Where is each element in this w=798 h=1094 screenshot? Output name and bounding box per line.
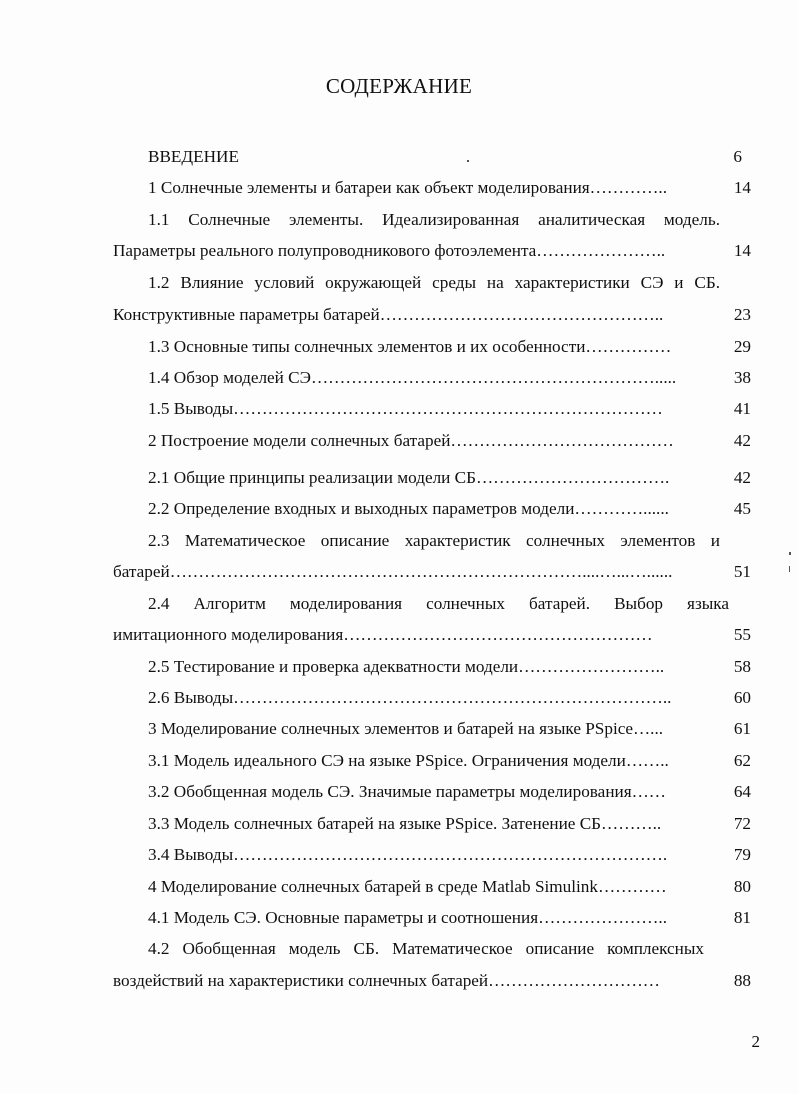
toc-page-number: 80 xyxy=(733,877,751,896)
toc-page-number: 81 xyxy=(733,908,751,927)
toc-entry: 1.3 Основные типы солнечных элементов и их особенности…………… xyxy=(148,337,672,356)
toc-entry: 2.5 Тестирование и проверка адекватности модели…………………….. xyxy=(148,657,665,676)
toc-page-number: 14 xyxy=(733,241,751,260)
scan-speck xyxy=(789,552,791,555)
toc-page-number: 14 xyxy=(733,178,751,197)
toc-page-number: 72 xyxy=(733,814,751,833)
scan-speck xyxy=(467,160,469,162)
toc-entry-continuation: имитационного моделирования……………………………………………… xyxy=(113,625,653,644)
toc-page-number: 42 xyxy=(733,468,751,487)
toc-entry-introduction: ВВЕДЕНИЕ xyxy=(148,147,239,166)
toc-entry: 4.1 Модель СЭ. Основные параметры и соотношения………………….. xyxy=(148,908,668,927)
page-title: СОДЕРЖАНИЕ xyxy=(325,74,473,98)
toc-page-number: 61 xyxy=(733,719,751,738)
toc-entry: 3.2 Обобщенная модель СЭ. Значимые параметры моделирования…… xyxy=(148,782,666,801)
toc-page-number: 38 xyxy=(733,368,751,387)
toc-page-number: 64 xyxy=(733,782,751,801)
toc-entry: 2.1 Общие принципы реализации модели СБ……………………………. xyxy=(148,468,670,487)
toc-page-number: 51 xyxy=(733,562,751,581)
toc-page-number: 55 xyxy=(733,625,751,644)
toc-entry-continuation: воздействий на характеристики солнечных батарей………………………… xyxy=(113,971,660,990)
toc-entry: 4.2 Обобщенная модель СБ. Математическое описание комплексных xyxy=(148,939,704,958)
toc-page-number: 41 xyxy=(733,399,751,418)
toc-entry: 2.3 Математическое описание характеристик солнечных элементов и xyxy=(148,531,720,550)
toc-entry-continuation: Конструктивные параметры батарей………………………………………….. xyxy=(113,305,664,324)
toc-page-number: 23 xyxy=(733,305,751,324)
toc-page-number: 88 xyxy=(733,971,751,990)
toc-entry-continuation: Параметры реального полупроводникового фотоэлемента………………….. xyxy=(113,241,666,260)
toc-entry: 3.4 Выводы…………………………………………………………………. xyxy=(148,845,668,864)
toc-entry: 2.6 Выводы………………………………………………………………….. xyxy=(148,688,672,707)
page-number: 2 xyxy=(751,1032,760,1051)
toc-page-number: 42 xyxy=(733,431,751,450)
toc-entry: 2.4 Алгоритм моделирования солнечных батарей. Выбор языка xyxy=(148,594,729,613)
toc-entry: 1.2 Влияние условий окружающей среды на характеристики СЭ и СБ. xyxy=(148,273,720,292)
toc-entry: 3.1 Модель идеального СЭ на языке PSpice. Ограничения модели…….. xyxy=(148,751,669,770)
toc-entry: 3 Моделирование солнечных элементов и батарей на языке PSpice…... xyxy=(148,719,664,738)
toc-entry-continuation: батарей………………………………………………………………....…...…...... xyxy=(113,562,673,581)
toc-page-number: 60 xyxy=(733,688,751,707)
toc-entry: 1.4 Обзор моделей СЭ……………………………………………………..... xyxy=(148,368,677,387)
toc-page-number: 6 xyxy=(733,147,742,166)
toc-entry: 1.1 Солнечные элементы. Идеализированная аналитическая модель. xyxy=(148,210,720,229)
toc-entry: 2 Построение модели солнечных батарей………………………………… xyxy=(148,431,674,450)
toc-entry: 3.3 Модель солнечных батарей на языке PSpice. Затенение СБ……….. xyxy=(148,814,662,833)
scan-speck xyxy=(789,566,790,572)
toc-page-number: 79 xyxy=(733,845,751,864)
toc-entry: 1 Солнечные элементы и батареи как объект моделирования………….. xyxy=(148,178,668,197)
toc-page-number: 58 xyxy=(733,657,751,676)
toc-page-number: 29 xyxy=(733,337,751,356)
toc-entry: 1.5 Выводы………………………………………………………………… xyxy=(148,399,663,418)
toc-entry: 2.2 Определение входных и выходных параметров модели…………...... xyxy=(148,499,669,518)
toc-page-number: 45 xyxy=(733,499,751,518)
toc-entry: 4 Моделирование солнечных батарей в среде Matlab Simulink………… xyxy=(148,877,667,896)
toc-page-number: 62 xyxy=(733,751,751,770)
